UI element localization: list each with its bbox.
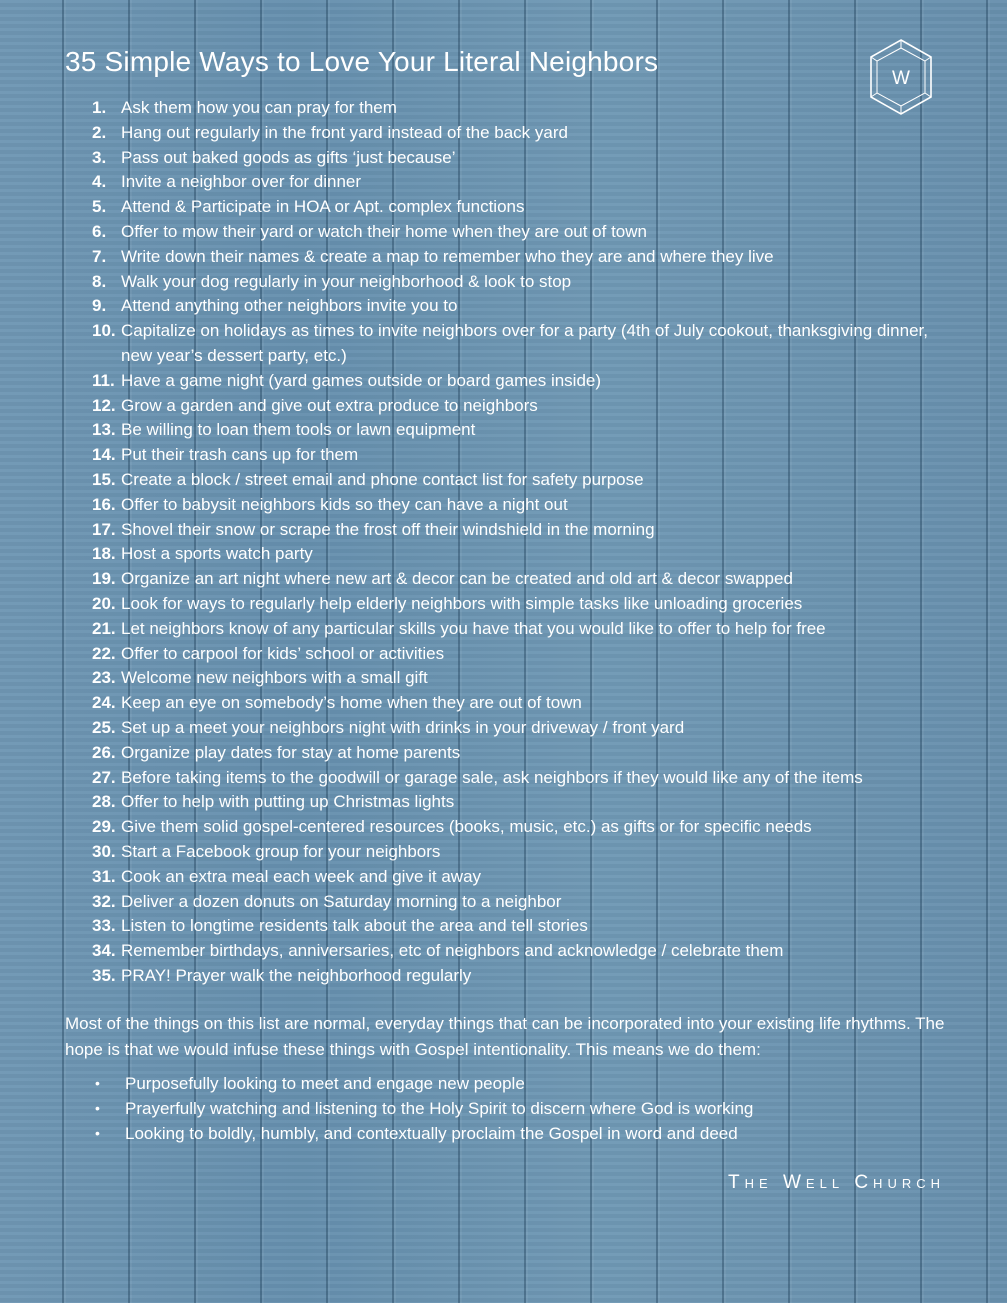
list-item-number: 23. <box>92 668 116 688</box>
list-item-number: 5. <box>92 197 107 217</box>
list-item-number: 20. <box>92 593 116 613</box>
list-item-text: Shovel their snow or scrape the frost off their windshield in the morning <box>121 519 655 539</box>
list-item <box>92 369 952 394</box>
list-item <box>92 443 952 468</box>
list-item <box>92 741 952 766</box>
list-item-text: Be willing to loan them tools or lawn equipment <box>121 420 476 440</box>
list-item-number: 34. <box>92 941 116 961</box>
church-brand-name: The Well Church <box>728 1172 945 1193</box>
bullet-item <box>95 1071 753 1096</box>
list-item-number: 8. <box>92 271 107 291</box>
list-item <box>92 96 952 121</box>
list-item-text: Walk your dog regularly in your neighborhood & look to stop <box>121 271 572 291</box>
list-item <box>92 319 952 369</box>
list-item-text: Remember birthdays, anniversaries, etc of neighbors and acknowledge / celebrate them <box>121 941 784 961</box>
list-item <box>92 121 952 146</box>
list-item <box>92 617 952 642</box>
list-item <box>92 493 952 518</box>
list-item-number: 4. <box>92 172 107 192</box>
list-item-number: 14. <box>92 445 116 465</box>
list-item-text: Set up a meet your neighbors night with drinks in your driveway / front yard <box>121 717 685 737</box>
list-item <box>92 691 952 716</box>
list-item-number: 11. <box>92 370 115 390</box>
list-item-text: Invite a neighbor over for dinner <box>121 172 362 192</box>
list-item-number: 28. <box>92 792 116 812</box>
list-item <box>92 716 952 741</box>
list-item-number: 30. <box>92 841 116 861</box>
list-item-text: Hang out regularly in the front yard instead of the back yard <box>121 122 568 142</box>
list-item-number: 2. <box>92 122 107 142</box>
neighbor-ideas-list <box>92 96 952 989</box>
list-item <box>92 542 952 567</box>
intentionality-bullets <box>95 1071 753 1146</box>
list-item-text: Grow a garden and give out extra produce to neighbors <box>121 395 538 415</box>
bullet-text: Prayerfully watching and listening to the Holy Spirit to discern where God is working <box>125 1099 754 1118</box>
list-item-text: Offer to help with putting up Christmas lights <box>121 792 455 812</box>
list-item-number: 13. <box>92 420 116 440</box>
list-item <box>92 518 952 543</box>
list-item <box>92 914 952 939</box>
list-item-text: Attend & Participate in HOA or Apt. complex functions <box>121 197 525 217</box>
list-item <box>92 195 952 220</box>
intro-paragraph: Most of the things on this list are normal, everyday things that can be incorporated into your existing life rhythms. The hope is that we would infuse these things with Gospel intentionality. This means we do them: <box>65 1014 945 1059</box>
list-item-number: 17. <box>92 519 116 539</box>
list-item-number: 9. <box>92 296 107 316</box>
list-item-number: 33. <box>92 916 116 936</box>
list-item-number: 24. <box>92 693 116 713</box>
page-title: 35 Simple Ways to Love Your Literal Neighbors <box>65 46 659 77</box>
list-item-text: Pass out baked goods as gifts ‘just because’ <box>121 147 456 167</box>
list-item-text: Cook an extra meal each week and give it away <box>121 866 482 886</box>
list-item <box>92 592 952 617</box>
list-item-number: 7. <box>92 246 107 266</box>
bullet-dot-icon: • <box>95 1125 100 1141</box>
list-item <box>92 865 952 890</box>
list-item-text: Welcome new neighbors with a small gift <box>121 668 428 688</box>
bullet-text: Looking to boldly, humbly, and contextually proclaim the Gospel in word and deed <box>125 1124 738 1143</box>
list-item <box>92 270 952 295</box>
list-item <box>92 394 952 419</box>
list-item <box>92 666 952 691</box>
list-item-text: Start a Facebook group for your neighbors <box>121 841 441 861</box>
bullet-dot-icon: • <box>95 1100 100 1116</box>
list-item <box>92 766 952 791</box>
list-item <box>92 840 952 865</box>
list-item <box>92 567 952 592</box>
list-item-text: Organize an art night where new art & decor can be created and old art & decor swapped <box>121 569 793 589</box>
list-item-text: Organize play dates for stay at home parents <box>121 742 461 762</box>
list-item <box>92 245 952 270</box>
list-item-number: 29. <box>92 817 116 837</box>
list-item-text: Let neighbors know of any particular skills you have that you would like to offer to help for free <box>121 618 826 638</box>
list-item-number: 16. <box>92 494 116 514</box>
list-item <box>92 790 952 815</box>
list-item <box>92 642 952 667</box>
list-item-number: 22. <box>92 643 116 663</box>
list-item-number: 12. <box>92 395 116 415</box>
bullet-dot-icon: • <box>95 1075 100 1091</box>
list-item-number: 15. <box>92 469 116 489</box>
list-item-text: Offer to mow their yard or watch their home when they are out of town <box>121 221 647 241</box>
list-item-number: 31. <box>92 866 116 886</box>
list-item-text: Listen to longtime residents talk about the area and tell stories <box>121 916 588 936</box>
list-item-number: 25. <box>92 717 116 737</box>
list-item-number: 21. <box>92 618 116 638</box>
list-item-number: 18. <box>92 544 116 564</box>
list-item-number: 19. <box>92 569 116 589</box>
list-item-text: Keep an eye on somebody’s home when they are out of town <box>121 693 582 713</box>
list-item-text: PRAY! Prayer walk the neighborhood regularly <box>121 965 472 985</box>
list-item-text: Ask them how you can pray for them <box>121 98 397 117</box>
list-item-number: 26. <box>92 742 116 762</box>
list-item-number: 27. <box>92 767 116 787</box>
list-item <box>92 939 952 964</box>
list-item-text: Put their trash cans up for them <box>121 445 359 465</box>
list-item-number: 3. <box>92 147 107 167</box>
list-item-text: Attend anything other neighbors invite you to <box>121 296 458 316</box>
list-item <box>92 815 952 840</box>
list-item <box>92 170 952 195</box>
list-item <box>92 964 952 989</box>
logo-letter: W <box>892 68 910 89</box>
bullet-item <box>95 1121 753 1146</box>
list-item-number: 1. <box>92 98 107 117</box>
list-item-number: 10. <box>92 321 116 341</box>
list-item-text: Offer to carpool for kids’ school or activities <box>121 643 445 663</box>
list-item-text: Host a sports watch party <box>121 544 313 564</box>
list-item-text: Write down their names & create a map to remember who they are and where they live <box>121 246 774 266</box>
list-item <box>92 146 952 171</box>
list-item <box>92 294 952 319</box>
list-item-text: Look for ways to regularly help elderly neighbors with simple tasks like unloading groceries <box>121 593 803 613</box>
list-item-text: Capitalize on holidays as times to invite neighbors over for a party (4th of July cookout, thanksgiving dinner, new year’s dessert party, etc.) <box>121 321 928 365</box>
list-item <box>92 890 952 915</box>
list-item <box>92 418 952 443</box>
list-item-text: Offer to babysit neighbors kids so they can have a night out <box>121 494 568 514</box>
list-item-text: Before taking items to the goodwill or garage sale, ask neighbors if they would like any of the items <box>121 767 863 787</box>
list-item-text: Deliver a dozen donuts on Saturday morning to a neighbor <box>121 891 562 911</box>
bullet-text: Purposefully looking to meet and engage new people <box>125 1074 525 1093</box>
list-item-number: 6. <box>92 221 107 241</box>
list-item-number: 35. <box>92 965 116 985</box>
list-item-text: Have a game night (yard games outside or board games inside) <box>121 370 602 390</box>
list-item-text: Give them solid gospel-centered resources (books, music, etc.) as gifts or for specific needs <box>121 817 812 837</box>
list-item-text: Create a block / street email and phone contact list for safety purpose <box>121 469 644 489</box>
list-item <box>92 468 952 493</box>
list-item <box>92 220 952 245</box>
list-item-number: 32. <box>92 891 116 911</box>
bullet-item <box>95 1096 753 1121</box>
